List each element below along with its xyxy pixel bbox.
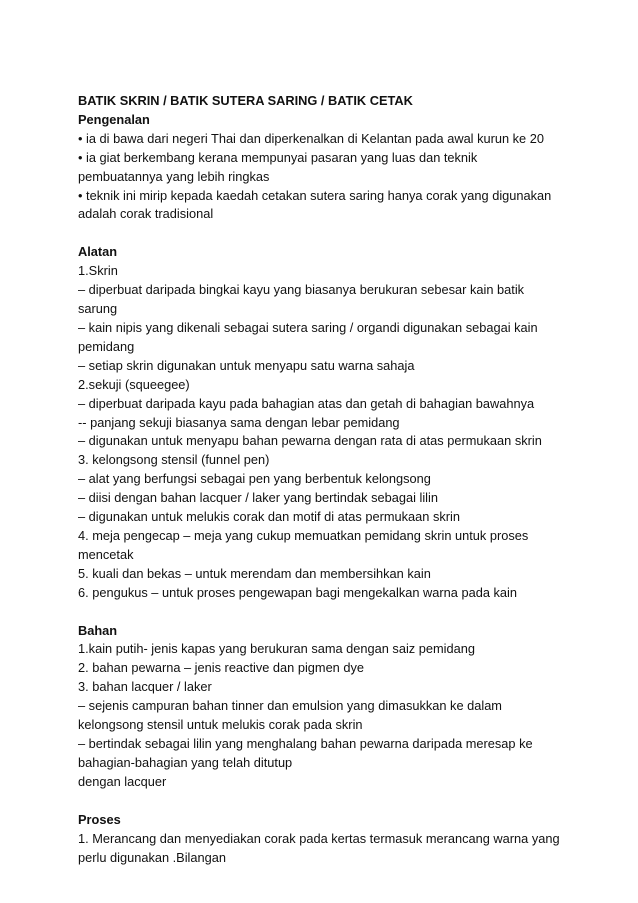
paragraph-line: – alat yang berfungsi sebagai pen yang berbentuk kelongsong <box>78 471 431 487</box>
paragraph-line: – digunakan untuk melukis corak dan motif di atas permukaan skrin <box>78 509 460 525</box>
paragraph-line: 4. meja pengecap – meja yang cukup memuatkan pemidang skrin untuk proses <box>78 527 529 543</box>
section-heading-pengenalan: Pengenalan <box>78 111 150 127</box>
section-heading-proses: Proses <box>78 811 121 827</box>
paragraph-line: mencetak <box>78 546 134 562</box>
paragraph-line: 2. bahan pewarna – jenis reactive dan pigmen dye <box>78 660 364 676</box>
paragraph-line: dengan lacquer <box>78 773 167 789</box>
paragraph-line: 1.Skrin <box>78 263 118 279</box>
paragraph-line: bahagian-bahagian yang telah ditutup <box>78 754 293 770</box>
paragraph-line: pembuatannya yang lebih ringkas <box>78 168 270 184</box>
paragraph-line: – diisi dengan bahan lacquer / laker yang bertindak sebagai lilin <box>78 490 438 506</box>
paragraph-line: – setiap skrin digunakan untuk menyapu satu warna sahaja <box>78 357 415 373</box>
paragraph-line: adalah corak tradisional <box>78 206 214 222</box>
section-spacer <box>78 603 598 622</box>
paragraph-line: – diperbuat daripada kayu pada bahagian atas dan getah di bahagian bawahnya <box>78 395 535 411</box>
document-title: BATIK SKRIN / BATIK SUTERA SARING / BATIK CETAK <box>78 93 413 108</box>
paragraph-line: kelongsong stensil untuk melukis corak pada skrin <box>78 717 363 733</box>
section-spacer <box>78 224 598 243</box>
section-alatan <box>78 262 598 602</box>
paragraph-line: 2.sekuji (squeegee) <box>78 376 190 392</box>
paragraph-line: 1.kain putih- jenis kapas yang berukuran sama dengan saiz pemidang <box>78 641 475 657</box>
paragraph-line: 6. pengukus – untuk proses pengewapan bagi mengekalkan warna pada kain <box>78 584 517 600</box>
paragraph-line: pemidang <box>78 338 135 354</box>
paragraph-line: 5. kuali dan bekas – untuk merendam dan membersihkan kain <box>78 565 431 581</box>
document-body <box>78 92 598 867</box>
paragraph-line: • ia di bawa dari negeri Thai dan diperkenalkan di Kelantan pada awal kurun ke 20 <box>78 130 544 146</box>
paragraph-line: – bertindak sebagai lilin yang menghalang bahan pewarna daripada meresap ke <box>78 736 533 751</box>
paragraph-line: 3. bahan lacquer / laker <box>78 679 212 695</box>
paragraph-line: – diperbuat daripada bingkai kayu yang biasanya berukuran sebesar kain batik <box>78 282 525 298</box>
paragraph-line: – sejenis campuran bahan tinner dan emulsion yang dimasukkan ke dalam <box>78 698 502 714</box>
section-pengenalan <box>78 130 598 225</box>
section-heading-bahan: Bahan <box>78 622 118 638</box>
paragraph-line: – kain nipis yang dikenali sebagai sutera saring / organdi digunakan sebagai kain <box>78 319 538 335</box>
paragraph-line: • ia giat berkembang kerana mempunyai pasaran yang luas dan teknik <box>78 149 478 165</box>
paragraph-line: -- panjang sekuji biasanya sama dengan lebar pemidang <box>78 414 400 430</box>
paragraph-line: 1. Merancang dan menyediakan corak pada kertas termasuk merancang warna yang <box>78 830 560 846</box>
paragraph-line: – digunakan untuk menyapu bahan pewarna dengan rata di atas permukaan skrin <box>78 433 542 449</box>
paragraph-line: • teknik ini mirip kepada kaedah cetakan sutera saring hanya corak yang digunakan <box>78 187 552 203</box>
paragraph-line: perlu digunakan .Bilangan <box>78 849 226 865</box>
paragraph-line: 3. kelongsong stensil (funnel pen) <box>78 452 270 468</box>
section-spacer <box>78 792 598 811</box>
section-bahan <box>78 640 598 791</box>
section-proses <box>78 830 598 868</box>
paragraph-line: sarung <box>78 301 118 317</box>
section-heading-alatan: Alatan <box>78 244 118 260</box>
